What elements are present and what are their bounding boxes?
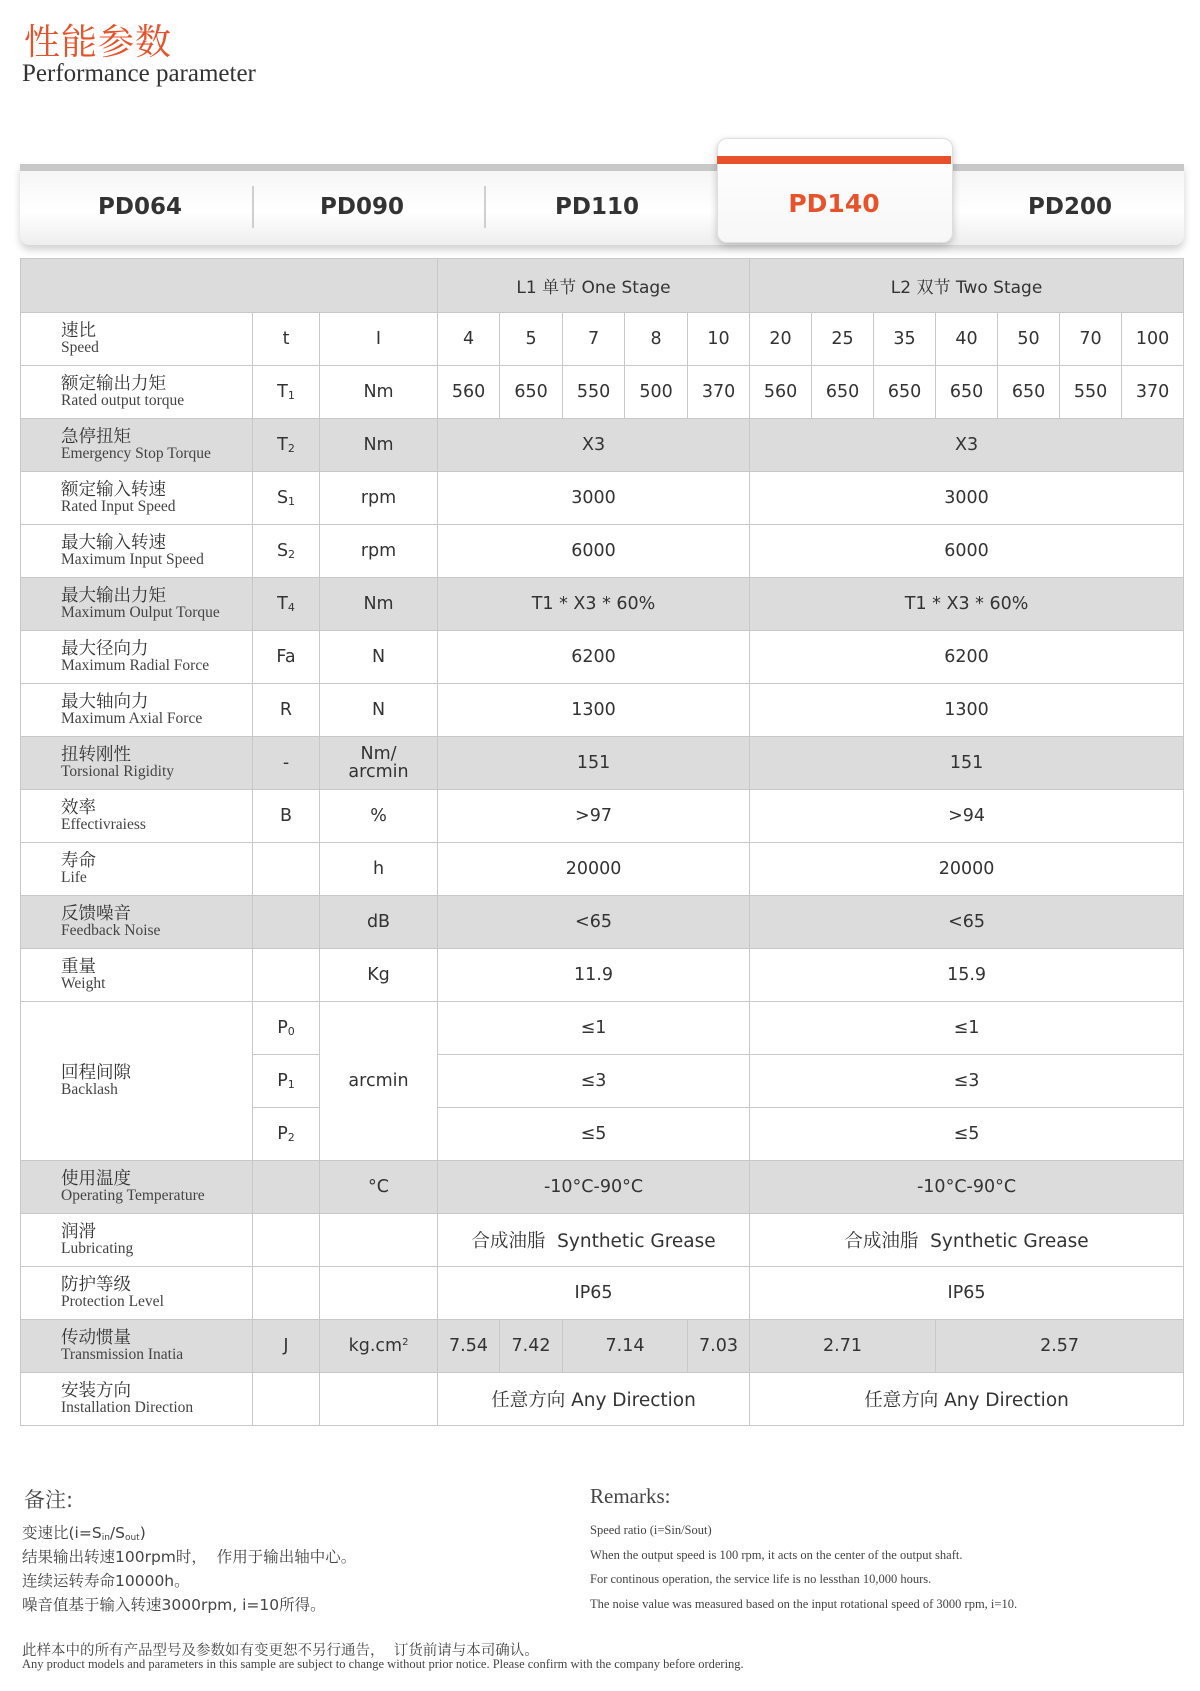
stage-two-value: ≤1 (750, 1002, 1184, 1055)
stage-header-row (21, 259, 1184, 313)
row-label: 安装方向 Installation Direction (21, 1373, 253, 1426)
row-label: 额定输出力矩 Rated output torque (21, 366, 253, 419)
stage-two-value: 6200 (750, 631, 1184, 684)
row-unit: $kg.cm^2$ (320, 1320, 438, 1373)
row-unit: N (320, 631, 438, 684)
row-unit: Nm (320, 578, 438, 631)
inertia-cell: 7.14 (563, 1320, 688, 1373)
table-row-efficiency (21, 790, 1184, 843)
table-row-ratio (21, 313, 1184, 366)
tab-divider (484, 186, 486, 228)
stage-two-value: ≤5 (750, 1108, 1184, 1161)
row-label: 反馈噪音 Feedback Noise (21, 896, 253, 949)
table-row-backlash-p0 (21, 1002, 1184, 1055)
stage-one-value: X3 (438, 419, 750, 472)
remarks-cn-line: 噪音值基于输入转速3000rpm, i=10所得。 (22, 1596, 326, 1614)
ratio-cell: 8 (625, 313, 688, 366)
stage-two-value: 任意方向 Any Direction (750, 1373, 1184, 1426)
remarks-en-line: The noise value was measured based on the input rotational speed of 3000 rpm, i=10. (590, 1597, 1018, 1611)
table-row-radial-force (21, 631, 1184, 684)
row-symbol: P2 (253, 1108, 320, 1161)
stage-one-value: ≤1 (438, 1002, 750, 1055)
table-row-temperature (21, 1161, 1184, 1214)
notice-en: Any product models and parameters in this sample are subject to change without prior notice. Please confirm with the company before ordering. (22, 1657, 744, 1671)
stage-one-header: L1 单节 One Stage (438, 259, 750, 313)
stage-two-value: X3 (750, 419, 1184, 472)
stage-one-value: IP65 (438, 1267, 750, 1320)
row-symbol: T1 (253, 366, 320, 419)
row-unit: rpm (320, 472, 438, 525)
stage-two-value: 6000 (750, 525, 1184, 578)
torque-cell: 650 (500, 366, 563, 419)
stage-two-value: 20000 (750, 843, 1184, 896)
torque-cell: 370 (688, 366, 750, 419)
row-symbol (253, 1267, 320, 1320)
stage-two-value: IP65 (750, 1267, 1184, 1320)
row-unit: % (320, 790, 438, 843)
row-label: 扭转刚性 Torsional Rigidity (21, 737, 253, 790)
tab-pd200[interactable]: PD200 (1028, 194, 1112, 220)
stage-one-value: T1 * X3 * 60% (438, 578, 750, 631)
row-label: 寿命 Life (21, 843, 253, 896)
remarks-cn-line: 结果输出转速100rpm时， 作用于输出轴中心。 (22, 1548, 357, 1566)
stage-two-value: 151 (750, 737, 1184, 790)
tab-pd110[interactable]: PD110 (555, 194, 639, 220)
row-symbol: Fa (253, 631, 320, 684)
row-symbol (253, 949, 320, 1002)
ratio-cell: 40 (936, 313, 998, 366)
row-label: 使用温度 Operating Temperature (21, 1161, 253, 1214)
remarks-cn-line: 连续运转寿命10000h。 (22, 1572, 190, 1590)
row-label: 效率 Effectivraiess (21, 790, 253, 843)
row-label: 最大轴向力 Maximum Axial Force (21, 684, 253, 737)
table-row-max-torque (21, 578, 1184, 631)
stage-two-value: <65 (750, 896, 1184, 949)
row-unit (320, 1214, 438, 1267)
ratio-cell: 100 (1122, 313, 1184, 366)
ratio-cell: 50 (998, 313, 1060, 366)
stage-two-value: ≤3 (750, 1055, 1184, 1108)
table-row-lubrication (21, 1214, 1184, 1267)
row-label: 润滑 Lubricating (21, 1214, 253, 1267)
ratio-cell: 20 (750, 313, 812, 366)
row-unit: Nm/ arcmin (320, 737, 438, 790)
torque-cell: 500 (625, 366, 688, 419)
row-label: 回程间隙 Backlash (21, 1002, 253, 1161)
remarks-cn-line: 变速比$(i=S_{in}/S_{out})$ (22, 1524, 146, 1543)
table-row-axial-force (21, 684, 1184, 737)
torque-cell: 560 (438, 366, 500, 419)
ratio-cell: 4 (438, 313, 500, 366)
row-label: 急停扭矩 Emergency Stop Torque (21, 419, 253, 472)
table-row-life (21, 843, 1184, 896)
stage-one-value: ≤5 (438, 1108, 750, 1161)
inertia-cell: 7.03 (688, 1320, 750, 1373)
performance-table (20, 258, 1184, 1426)
row-unit (320, 1267, 438, 1320)
stage-two-value: 1300 (750, 684, 1184, 737)
torque-cell: 550 (563, 366, 625, 419)
ratio-cell: 70 (1060, 313, 1122, 366)
row-unit: h (320, 843, 438, 896)
table-row-rigidity (21, 737, 1184, 790)
remarks-en-line: When the output speed is 100 rpm, it acts on the center of the output shaft. (590, 1548, 963, 1562)
row-unit: °C (320, 1161, 438, 1214)
stage-one-value: 任意方向 Any Direction (438, 1373, 750, 1426)
ratio-cell: 35 (874, 313, 936, 366)
torque-cell: 650 (936, 366, 998, 419)
stage-two-value: 3000 (750, 472, 1184, 525)
table-row-inertia (21, 1320, 1184, 1373)
row-unit: N (320, 684, 438, 737)
row-symbol: - (253, 737, 320, 790)
inertia-cell: 2.71 (750, 1320, 936, 1373)
stage-one-value: 20000 (438, 843, 750, 896)
row-symbol: T4 (253, 578, 320, 631)
row-unit: dB (320, 896, 438, 949)
row-unit: arcmin (320, 1002, 438, 1161)
row-symbol: R (253, 684, 320, 737)
stage-two-value: 合成油脂 Synthetic Grease (750, 1214, 1184, 1267)
stage-two-header: L2 双节 Two Stage (750, 259, 1184, 313)
stage-two-value: -10°C-90°C (750, 1161, 1184, 1214)
torque-cell: 650 (874, 366, 936, 419)
torque-cell: 650 (998, 366, 1060, 419)
stage-one-value: 6200 (438, 631, 750, 684)
stage-one-value: 3000 (438, 472, 750, 525)
inertia-cell: 7.42 (500, 1320, 563, 1373)
header-blank (21, 259, 438, 313)
stage-one-value: -10°C-90°C (438, 1161, 750, 1214)
inertia-cell: 2.57 (936, 1320, 1184, 1373)
stage-one-value: 11.9 (438, 949, 750, 1002)
stage-one-value: ≤3 (438, 1055, 750, 1108)
stage-one-value: 6000 (438, 525, 750, 578)
table-row-rated-speed (21, 472, 1184, 525)
tab-pd064[interactable]: PD064 (98, 194, 182, 220)
row-unit: Nm (320, 419, 438, 472)
torque-cell: 370 (1122, 366, 1184, 419)
row-label: 重量 Weight (21, 949, 253, 1002)
row-symbol (253, 1214, 320, 1267)
notice-cn: 此样本中的所有产品型号及参数如有变更恕不另行通告， 订货前请与本司确认。 (22, 1643, 539, 1659)
row-unit: I (320, 313, 438, 366)
row-symbol (253, 843, 320, 896)
tab-pd090[interactable]: PD090 (320, 194, 404, 220)
table-row-rated-torque (21, 366, 1184, 419)
tab-pd140[interactable]: PD140 (788, 189, 880, 218)
row-label: 防护等级 Protection Level (21, 1267, 253, 1320)
remarks-en-line: Speed ratio (i=Sin/Sout) (590, 1523, 712, 1537)
ratio-cell: 10 (688, 313, 750, 366)
remarks-en-line: For continous operation, the service life is no lessthan 10,000 hours. (590, 1572, 932, 1586)
table-row-direction (21, 1373, 1184, 1426)
torque-cell: 650 (812, 366, 874, 419)
row-symbol: P0 (253, 1002, 320, 1055)
row-symbol: J (253, 1320, 320, 1373)
torque-cell: 550 (1060, 366, 1122, 419)
row-label: 传动惯量 Transmission Inatia (21, 1320, 253, 1373)
row-symbol (253, 896, 320, 949)
table-row-weight (21, 949, 1184, 1002)
stage-two-value: >94 (750, 790, 1184, 843)
page-title-en: Performance parameter (22, 60, 256, 87)
row-unit: rpm (320, 525, 438, 578)
stage-two-value: 15.9 (750, 949, 1184, 1002)
table-row-max-speed (21, 525, 1184, 578)
row-label: 最大输入转速 Maximum Input Speed (21, 525, 253, 578)
stage-one-value: 合成油脂 Synthetic Grease (438, 1214, 750, 1267)
row-label: 额定输入转速 Rated Input Speed (21, 472, 253, 525)
ratio-cell: 7 (563, 313, 625, 366)
stage-one-value: 151 (438, 737, 750, 790)
stage-one-value: <65 (438, 896, 750, 949)
row-label: 速比 Speed (21, 313, 253, 366)
row-symbol (253, 1161, 320, 1214)
row-symbol (253, 1373, 320, 1426)
torque-cell: 560 (750, 366, 812, 419)
stage-two-value: T1 * X3 * 60% (750, 578, 1184, 631)
row-symbol: T2 (253, 419, 320, 472)
row-label: 最大径向力 Maximum Radial Force (21, 631, 253, 684)
table-row-noise (21, 896, 1184, 949)
row-symbol: S2 (253, 525, 320, 578)
ratio-cell: 5 (500, 313, 563, 366)
row-label: 最大输出力矩 Maximum Oulput Torque (21, 578, 253, 631)
table-row-protection (21, 1267, 1184, 1320)
row-symbol: t (253, 313, 320, 366)
active-tab-indicator (717, 156, 951, 164)
stage-one-value: >97 (438, 790, 750, 843)
row-symbol: B (253, 790, 320, 843)
table-row-estop (21, 419, 1184, 472)
remarks-en-title: Remarks: (590, 1484, 671, 1508)
remarks-cn-title: 备注: (24, 1488, 74, 1512)
row-symbol: S1 (253, 472, 320, 525)
stage-one-value: 1300 (438, 684, 750, 737)
tab-divider (252, 186, 254, 228)
row-symbol: P1 (253, 1055, 320, 1108)
inertia-cell: 7.54 (438, 1320, 500, 1373)
row-unit: Nm (320, 366, 438, 419)
row-unit (320, 1373, 438, 1426)
row-unit: Kg (320, 949, 438, 1002)
ratio-cell: 25 (812, 313, 874, 366)
page-title-cn: 性能参数 (24, 22, 173, 63)
